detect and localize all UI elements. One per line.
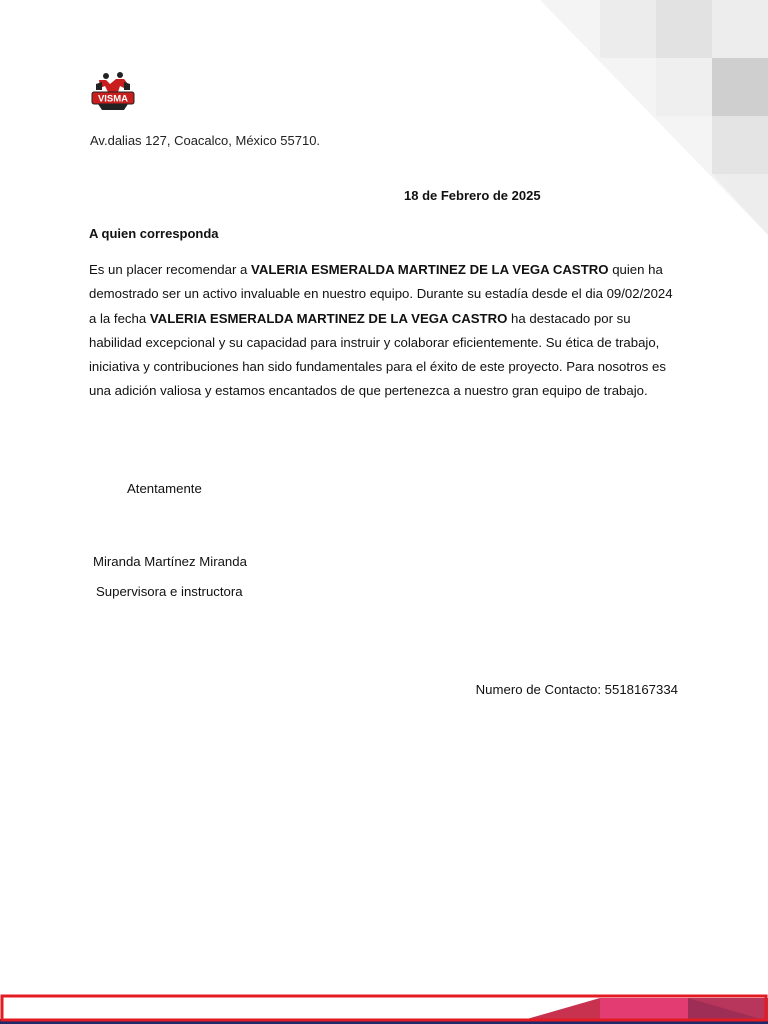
body-text-part-3: ha destacado por su habilidad excepcional y su capacidad para instruir y colaborar eficientemente. Su ética de trabajo, iniciativa y contribuciones han sido fundamentales para el éxito de este proyecto. Para nosotros es una adición valiosa y estamos encantados de que pertenezca a nuestro gran equipo de trabajo.: [89, 310, 666, 399]
letter-date: 18 de Febrero de 2025: [404, 188, 541, 203]
company-address: Av.dalias 127, Coacalco, México 55710.: [90, 133, 321, 148]
body-text-part-2: quien ha demostrado ser un activo invaluable en nuestro equipo. Durante su estadía desde el dia 09/02/2024 a la fecha: [89, 262, 673, 326]
signer-name: Miranda Martínez Miranda: [93, 554, 247, 569]
letter-closing: Atentamente: [127, 481, 202, 496]
logo-text: VISMA: [97, 93, 129, 105]
contact-number: Numero de Contacto: 5518167334: [475, 682, 678, 697]
recommended-name: VALERIA ESMERALDA MARTINEZ DE LA VEGA CASTRO: [251, 262, 609, 277]
corner-decoration: [0, 0, 768, 240]
recommended-name-repeat: VALERIA ESMERALDA MARTINEZ DE LA VEGA CASTRO: [149, 310, 508, 326]
letter-body: [89, 258, 679, 404]
visma-logo: [90, 70, 136, 114]
signer-role: Supervisora e instructora: [96, 584, 243, 599]
letter-greeting: A quien corresponda: [89, 226, 219, 241]
body-text-part-1: Es un placer recomendar a: [89, 262, 251, 277]
footer-decoration: [0, 994, 768, 1024]
